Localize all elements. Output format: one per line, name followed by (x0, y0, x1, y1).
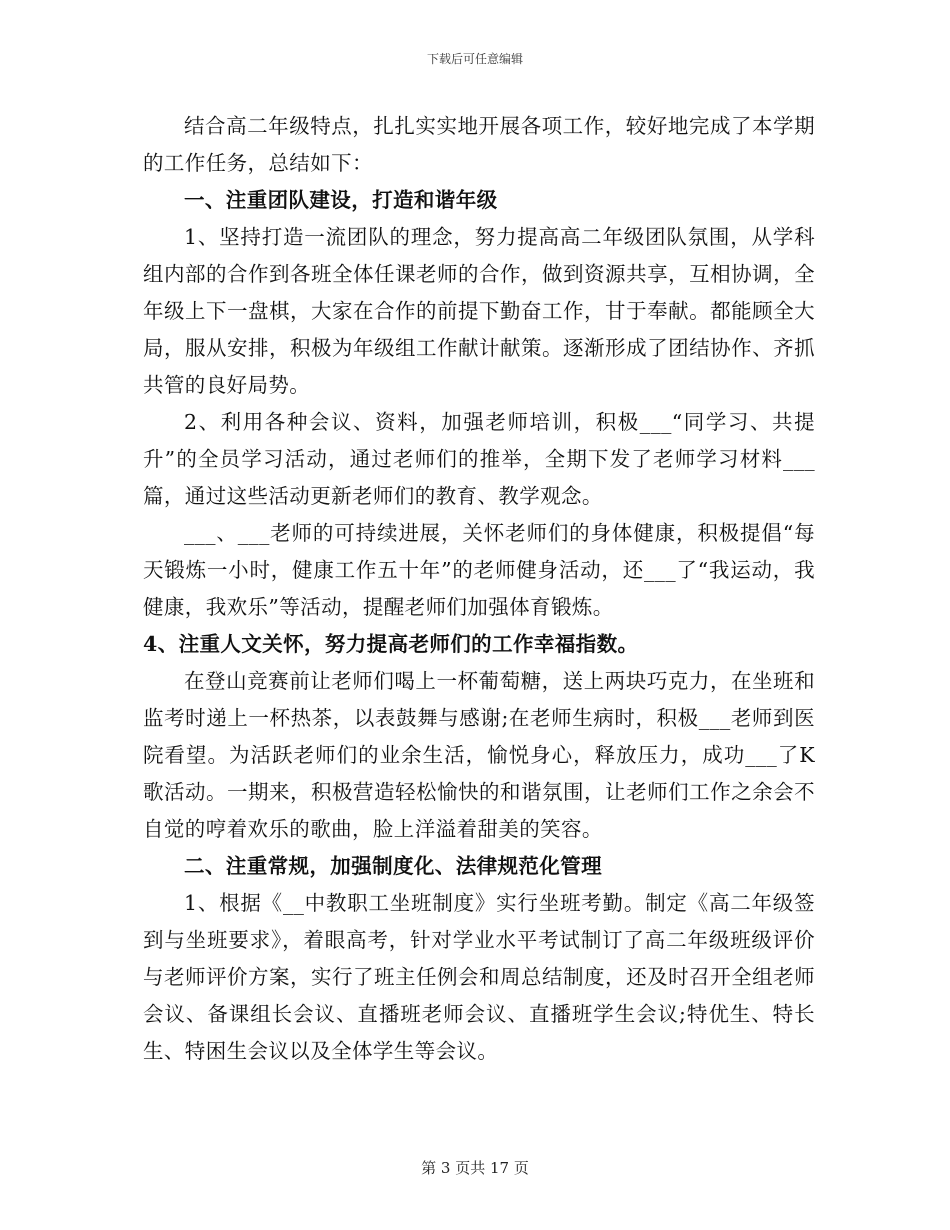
page-footer: 第 3 页共 17 页 (421, 1159, 529, 1177)
body-paragraph: 在登山竞赛前让老师们喝上一杯葡萄糖，送上两块巧克力，在坐班和监考时递上一杯热茶，以表鼓舞与感谢;在老师生病时，积极___老师到医院看望。为活跃老师们的业余生活，愉悦身心，释放压力，成功___了K歌活动。一期来，积极营造轻松愉快的和谐氛围，让老师们工作之余会不自觉的哼着欢乐的歌曲，脸上洋溢着甜美的笑容。 (143, 669, 815, 841)
body-paragraph: 2、利用各种会议、资料，加强老师培训，积极___“同学习、共提升”的全员学习活动，通过老师们的推举，全期下发了老师学习材料___篇，通过这些活动更新老师们的教育、教学观念。 (143, 410, 815, 508)
document-body (143, 108, 815, 1070)
body-paragraph: ___、___老师的可持续进展，关怀老师们的身体健康，积极提倡“每天锻炼一小时，健康工作五十年”的老师健身活动，还___了“我运动，我健康，我欢乐”等活动，提醒老师们加强体育锻炼。 (143, 521, 815, 619)
body-paragraph: 1、坚持打造一流团队的理念，努力提高高二年级团队氛围，从学科组内部的合作到各班全体任课老师的合作，做到资源共享，互相协调，全年级上下一盘棋，大家在合作的前提下勤奋工作，甘于奉献。都能顾全大局，服从安排，积极为年级组工作献计献策。逐渐形成了团结协作、齐抓共管的良好局势。 (143, 225, 815, 397)
subsection-heading-4: 4、注重人文关怀，努力提高老师们的工作幸福指数。 (143, 632, 639, 656)
section-heading-2: 二、注重常规，加强制度化、法律规范化管理 (184, 854, 602, 878)
page-header: 下载后可任意编辑 (426, 52, 523, 66)
section-heading-1: 一、注重团队建设，打造和谐年级 (184, 188, 498, 212)
body-paragraph: 1、根据《__中教职工坐班制度》实行坐班考勤。制定《高二年级签到与坐班要求》，着眼高考，针对学业水平考试制订了高二年级班级评价与老师评价方案，实行了班主任例会和周总结制度，还及时召开全组老师会议、备课组长会议、直播班老师会议、直播班学生会议;特优生、特长生、特困生会议以及全体学生等会议。 (143, 891, 815, 1063)
intro-paragraph: 结合高二年级特点，扎扎实实地开展各项工作，较好地完成了本学期的工作任务，总结如下： (143, 114, 815, 175)
